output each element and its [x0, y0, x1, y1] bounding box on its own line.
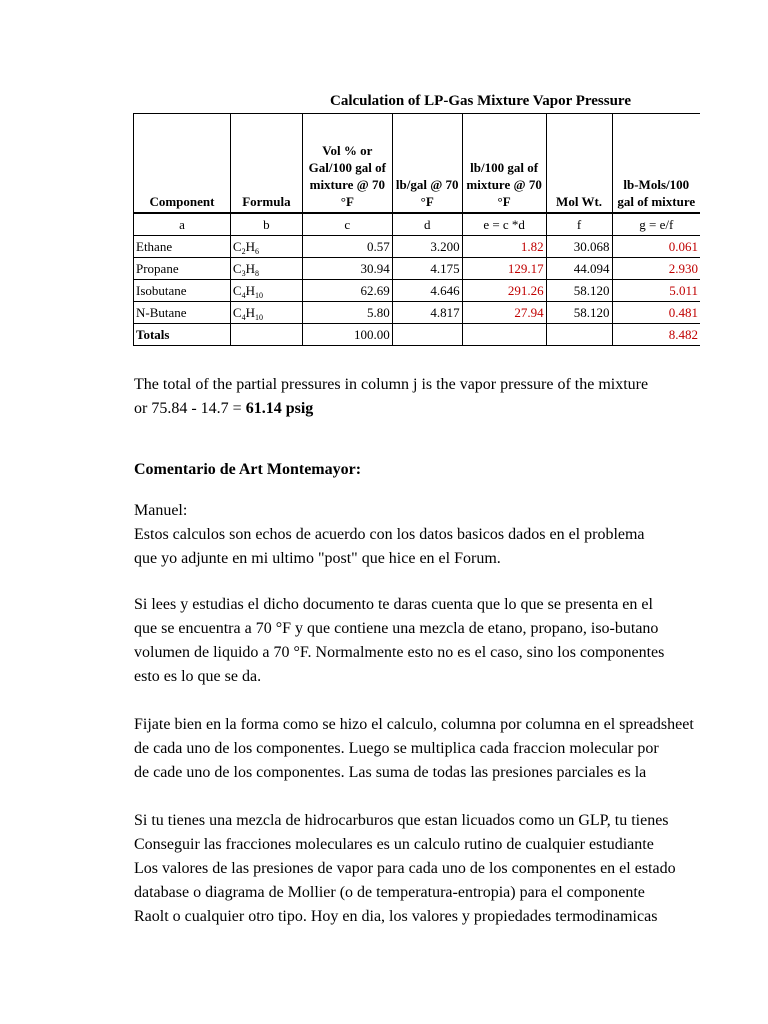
totals-label: Totals: [134, 324, 231, 346]
letter-f: f: [546, 213, 612, 236]
summary-result-line: [134, 397, 648, 421]
formula-cell: [230, 280, 302, 302]
formula-subscript: 4: [241, 291, 246, 300]
vol-cell: 62.69: [302, 280, 392, 302]
header-mol-wt: Mol Wt.: [546, 114, 612, 214]
formula-element: C: [232, 283, 242, 298]
molwt-cell: 58.120: [546, 280, 612, 302]
comment-line: Conseguir las fracciones moleculares es un calculo rutino de cualquier estudiante: [134, 836, 654, 853]
letter-g: g = e/f: [612, 213, 700, 236]
molwt-cell: 58.120: [546, 302, 612, 324]
component-cell: Isobutane: [134, 280, 231, 302]
molwt-cell: 30.068: [546, 236, 612, 258]
formula-element: H: [245, 261, 255, 276]
column-letter-row: [134, 213, 701, 236]
totals-molwt-cell: [546, 324, 612, 346]
header-lb-per-100gal: lb/100 gal of mixture @ 70 °F: [462, 114, 546, 214]
formula-element: C: [232, 261, 242, 276]
lb100-cell: 291.26: [462, 280, 546, 302]
comment-line: Si lees y estudias el dicho documento te daras cuenta que lo que se presenta en el: [134, 596, 653, 613]
comment-line: volumen de liquido a 70 °F. Normalmente esto no es el caso, sino los componentes: [134, 644, 665, 661]
comment-paragraph-4: [134, 809, 676, 929]
component-cell: Propane: [134, 258, 231, 280]
comment-line: Raolt o cualquier otro tipo. Hoy en dia, los valores y propiedades termodinamicas: [134, 908, 658, 925]
header-component: Component: [134, 114, 231, 214]
formula-cell: [230, 302, 302, 324]
comment-line: Estos calculos son echos de acuerdo con los datos basicos dados en el problema: [134, 526, 645, 543]
comment-paragraph-3: [134, 713, 694, 785]
formula-element: H: [245, 283, 255, 298]
header-vol-percent: Vol % or Gal/100 gal of mixture @ 70 °F: [302, 114, 392, 214]
header-lb-mols: lb-Mols/100 gal of mixture: [612, 114, 700, 214]
comment-line: de cada uno de los componentes. Luego se multiplica cada fraccion molecular por: [134, 740, 659, 757]
comment-paragraph-2: [134, 593, 664, 689]
comment-paragraph-1: [134, 499, 645, 571]
vapor-pressure-table: [133, 113, 700, 346]
comment-line: esto es lo que se da.: [134, 668, 262, 685]
totals-row: [134, 324, 701, 346]
letter-d: d: [392, 213, 462, 236]
lbmols-cell: 0.481: [612, 302, 700, 324]
summary-line: The total of the partial pressures in column j is the vapor pressure of the mixture: [134, 376, 649, 393]
component-cell: N-Butane: [134, 302, 231, 324]
formula-subscript: 10: [254, 313, 263, 322]
vol-cell: 0.57: [302, 236, 392, 258]
table-row: [134, 302, 701, 324]
comment-heading: Comentario de Art Montemayor:: [134, 461, 362, 478]
totals-lb100-cell: [462, 324, 546, 346]
letter-e: e = c *d: [462, 213, 546, 236]
vol-cell: 5.80: [302, 302, 392, 324]
comment-line: database o diagrama de Mollier (o de temperatura-entropia) para el componente: [134, 884, 645, 901]
molwt-cell: 44.094: [546, 258, 612, 280]
comment-line: que se encuentra a 70 °F y que contiene una mezcla de etano, propano, iso-butano: [134, 620, 659, 637]
totals-formula-cell: [230, 324, 302, 346]
letter-b: b: [230, 213, 302, 236]
comment-line: que yo adjunte en mi ultimo "post" que hice en el Forum.: [134, 550, 501, 567]
lbmols-cell: 2.930: [612, 258, 700, 280]
lbmols-cell: 0.061: [612, 236, 700, 258]
lb100-cell: 129.17: [462, 258, 546, 280]
table-row: [134, 236, 701, 258]
lb100-cell: 1.82: [462, 236, 546, 258]
formula-subscript: 6: [254, 247, 259, 256]
letter-a: a: [134, 213, 231, 236]
table-row: [134, 258, 701, 280]
formula-cell: [230, 258, 302, 280]
formula-element: C: [232, 239, 242, 254]
lbmols-cell: 5.011: [612, 280, 700, 302]
totals-vol: 100.00: [302, 324, 392, 346]
summary-equation: or 75.84 - 14.7 =: [134, 400, 246, 417]
letter-c: c: [302, 213, 392, 236]
formula-subscript: 8: [254, 269, 259, 278]
formula-element: H: [245, 239, 255, 254]
vol-cell: 30.94: [302, 258, 392, 280]
comment-line: Fijate bien en la forma como se hizo el calculo, columna por columna en el spreadsheet: [134, 716, 694, 733]
formula-subscript: 10: [254, 291, 263, 300]
comment-line: Los valores de las presiones de vapor para cada uno de los componentes en el estado: [134, 860, 676, 877]
formula-element: C: [232, 305, 242, 320]
summary-result: 61.14 psig: [245, 400, 314, 417]
lbgal-cell: 4.646: [392, 280, 462, 302]
lbgal-cell: 4.175: [392, 258, 462, 280]
lbgal-cell: 3.200: [392, 236, 462, 258]
formula-subscript: 2: [241, 247, 246, 256]
totals-lbmols: 8.482: [612, 324, 700, 346]
formula-subscript: 4: [241, 313, 246, 322]
summary-text: [134, 373, 648, 421]
formula-element: H: [245, 305, 255, 320]
comment-greeting: Manuel:: [134, 502, 188, 519]
formula-subscript: 3: [241, 269, 246, 278]
formula-cell: [230, 236, 302, 258]
comment-line: de cade uno de los componentes. Las suma de todas las presiones parciales es la: [134, 764, 647, 781]
comment-line: Si tu tienes una mezcla de hidrocarburos que estan licuados como un GLP, tu tienes: [134, 812, 669, 829]
sheet-title: Calculation of LP-Gas Mixture Vapor Pressure: [330, 93, 631, 109]
lbgal-cell: 4.817: [392, 302, 462, 324]
header-row: [134, 114, 701, 214]
component-cell: Ethane: [134, 236, 231, 258]
totals-lbgal-cell: [392, 324, 462, 346]
table-row: [134, 280, 701, 302]
lb100-cell: 27.94: [462, 302, 546, 324]
header-lb-per-gal: lb/gal @ 70 °F: [392, 114, 462, 214]
header-formula: Formula: [230, 114, 302, 214]
